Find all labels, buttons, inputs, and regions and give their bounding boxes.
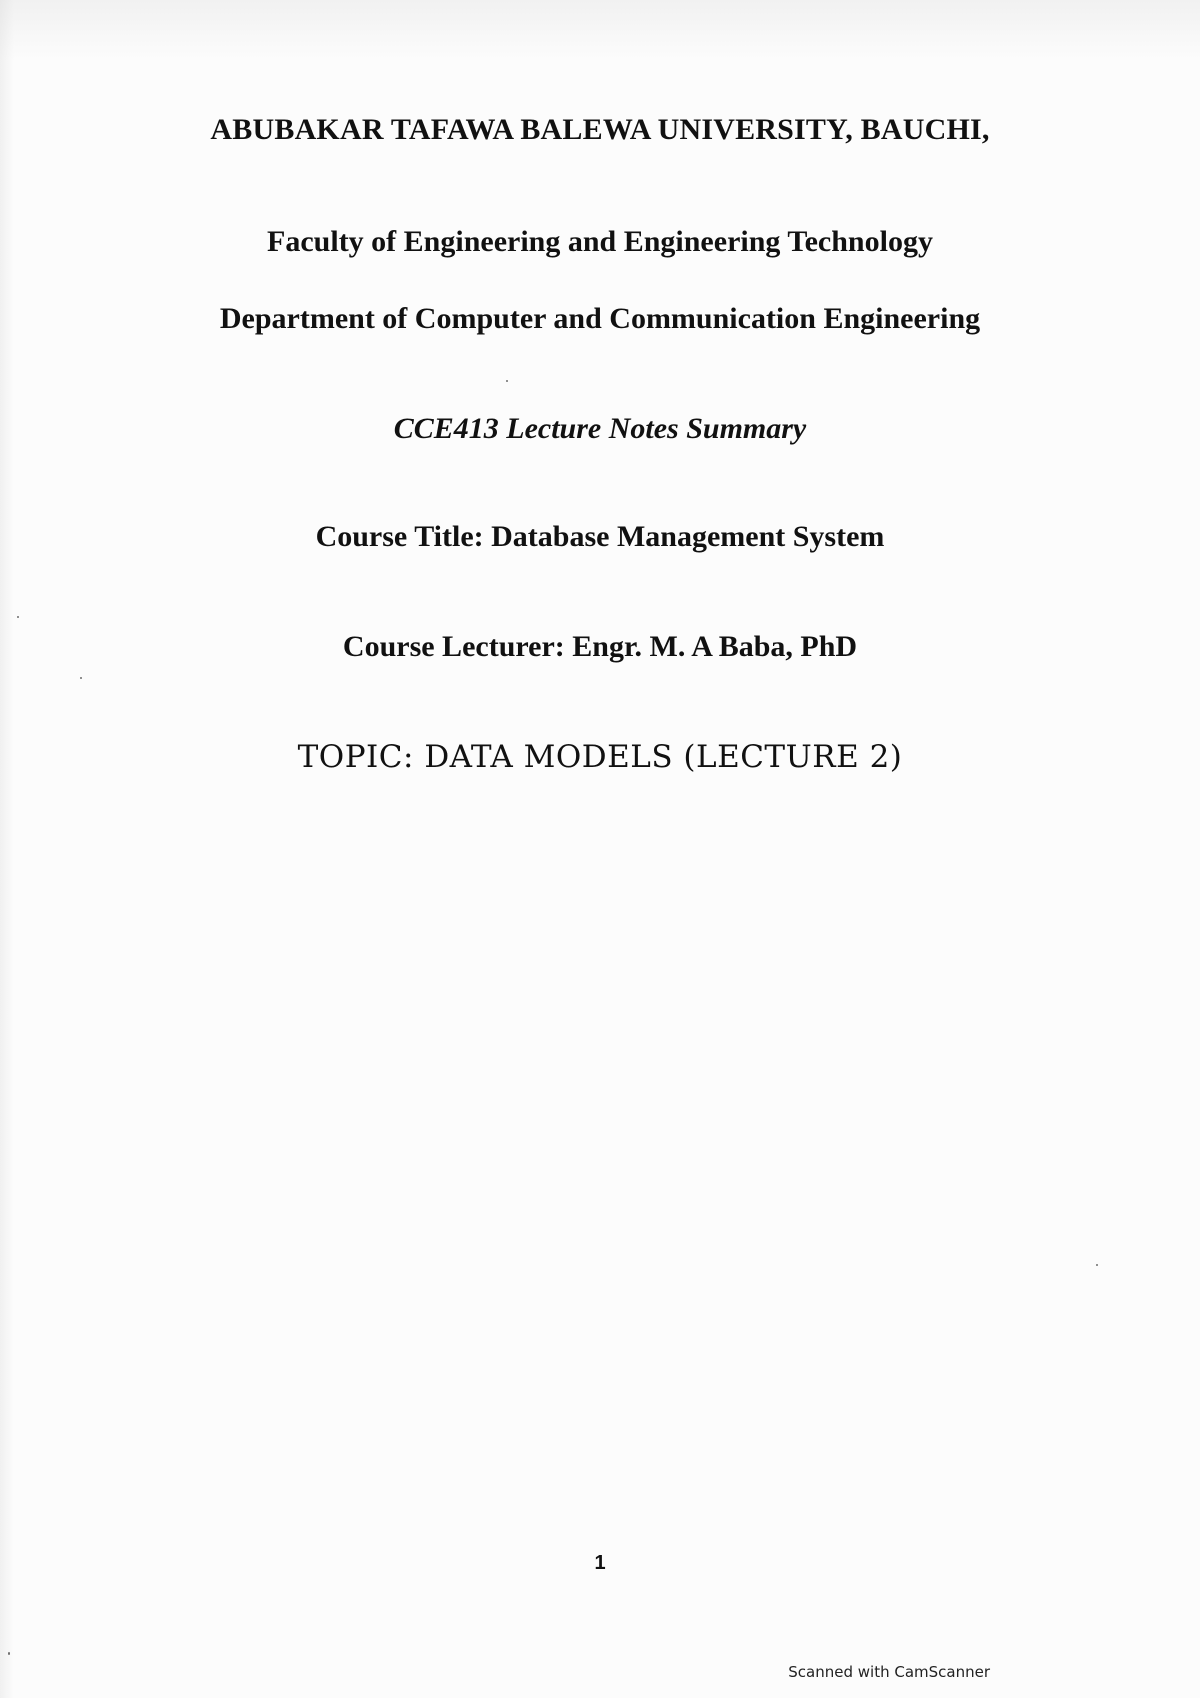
- scan-speck: [80, 677, 82, 679]
- faculty-name: Faculty of Engineering and Engineering Technology: [267, 225, 933, 258]
- department-name: Department of Computer and Communication Engineering: [219, 302, 981, 335]
- scan-speck: [17, 616, 19, 618]
- lecture-summary-title: CCE413 Lecture Notes Summary: [393, 412, 807, 445]
- page-number: 1: [594, 1552, 606, 1574]
- scan-top-shading: [0, 0, 1200, 60]
- scan-speck: [1096, 1264, 1098, 1266]
- lecture-topic: TOPIC: DATA MODELS (LECTURE 2): [297, 739, 903, 775]
- scan-speck: [506, 380, 508, 382]
- scanner-watermark: Scanned with CamScanner: [788, 1663, 990, 1681]
- course-title: Course Title: Database Management System: [315, 520, 885, 553]
- course-lecturer: Course Lecturer: Engr. M. A Baba, PhD: [342, 630, 858, 663]
- university-name: ABUBAKAR TAFAWA BALEWA UNIVERSITY, BAUCHI,: [210, 113, 990, 146]
- scan-speck: [8, 1652, 10, 1655]
